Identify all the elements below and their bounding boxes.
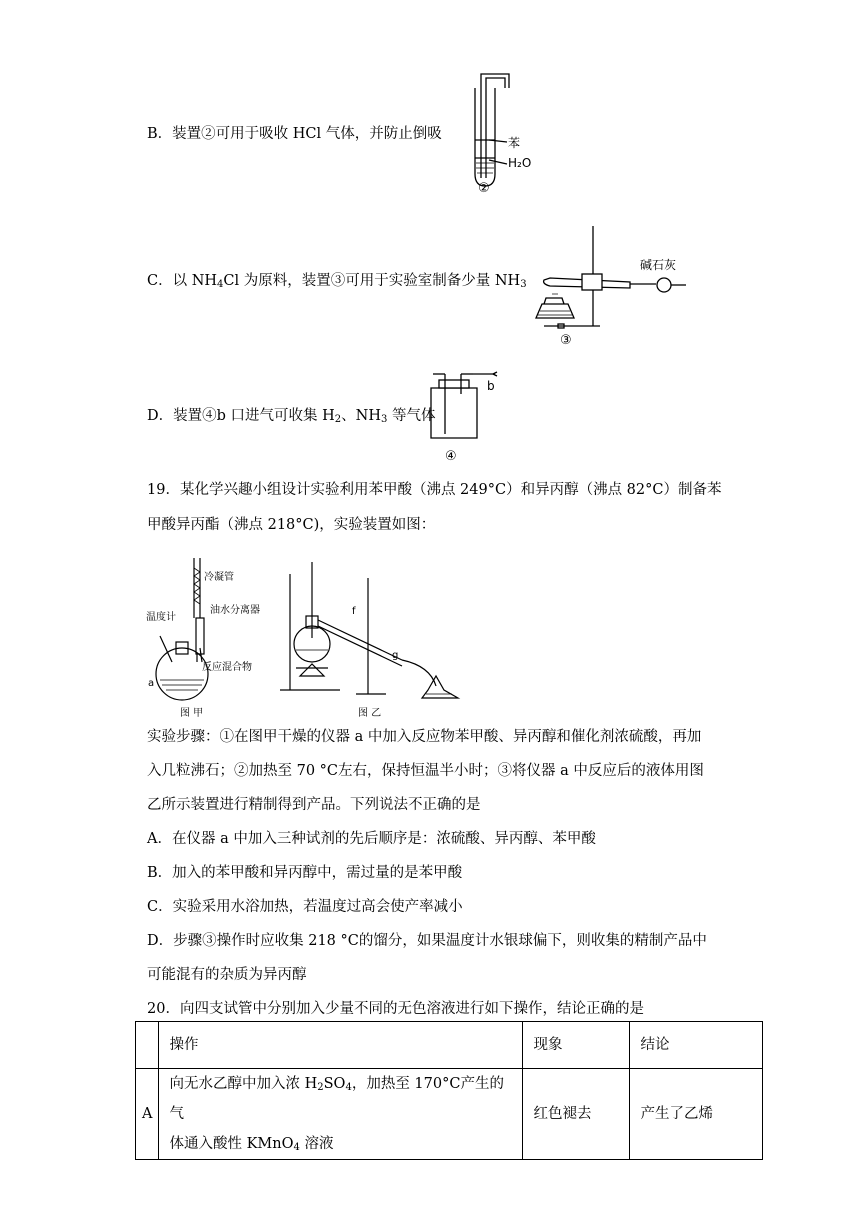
q19-option-d-line1: D．步骤③操作时应收集 218 °C的馏分，如果温度计水银球偏下，则收集的精制产品中 (147, 933, 707, 949)
label-a: a (148, 678, 155, 689)
label-benzene: 苯 (508, 136, 521, 150)
row-conclusion: 产生了乙烯 (630, 1069, 763, 1160)
label-condenser: 冷凝管 (204, 572, 234, 583)
option-d-prev: D．装置④b 口进气可收集 $H_2$、$NH_3$ 等气体 (147, 408, 436, 425)
label-f: f (352, 606, 356, 617)
q19-steps-line3: 乙所示装置进行精制得到产品。下列说法不正确的是 (147, 797, 481, 813)
row-label: A (136, 1069, 159, 1160)
caption-fig-jia: 图 甲 (180, 708, 204, 719)
table-row (136, 1069, 763, 1160)
q19-steps-line1: 实验步骤：①在图甲干燥的仪器 a 中加入反应物苯甲酸、异丙醇和催化剂浓硫酸，再加 (147, 729, 702, 745)
label-water: H₂O (508, 156, 532, 170)
figure-2-number: ② (478, 181, 490, 196)
q19-option-b: B．加入的苯甲酸和异丙醇中，需过量的是苯甲酸 (147, 865, 463, 881)
figure-3-number: ③ (560, 333, 572, 348)
figure-4-gas-bottle (425, 370, 525, 468)
label-reaction-mixture: 反应混合物 (202, 662, 252, 673)
figure-19-apparatus (140, 548, 480, 720)
q19-option-c: C．实验采用水浴加热，若温度过高会使产率减小 (147, 899, 463, 915)
q19-stem-line2: 甲酸异丙酯（沸点 218°C)，实验装置如图： (147, 517, 436, 533)
label-thermometer: 温度计 (146, 612, 176, 623)
q19-option-d-line2: 可能混有的杂质为异丙醇 (147, 967, 307, 983)
row-phenomenon: 红色褪去 (523, 1069, 630, 1160)
label-separator: 油水分离器 (210, 605, 260, 616)
figure-3-ammonia-apparatus (530, 222, 700, 350)
header-operation: 操作 (159, 1022, 523, 1069)
header-conclusion: 结论 (630, 1022, 763, 1069)
label-soda-lime: 碱石灰 (640, 258, 677, 272)
q20-table (135, 1021, 763, 1160)
caption-fig-yi: 图 乙 (358, 708, 382, 719)
table-header-row (136, 1022, 763, 1069)
figure-2-test-tube (445, 68, 535, 196)
header-blank (136, 1022, 159, 1069)
q19-steps-line2: 入几粒沸石；②加热至 70 °C左右，保持恒温半小时；③将仪器 a 中反应后的液体用图 (147, 763, 704, 779)
header-phenomenon: 现象 (523, 1022, 630, 1069)
option-c-prev: C．以 $NH_4Cl$ 为原料，装置③可用于实验室制备少量 $NH_3$ (147, 273, 527, 290)
label-g: g (392, 650, 399, 661)
q20-stem: 20．向四支试管中分别加入少量不同的无色溶液进行如下操作，结论正确的是 (147, 1001, 644, 1017)
option-b-prev: B．装置②可用于吸收 HCl 气体，并防止倒吸 (147, 126, 442, 142)
q19-option-a: A．在仪器 a 中加入三种试剂的先后顺序是：浓硫酸、异丙醇、苯甲酸 (147, 831, 596, 847)
row-operation: 向无水乙醇中加入浓 $H_2SO_4$，加热至 170°C产生的气 体通入酸性 KMnO$_4$ 溶液 (159, 1069, 523, 1160)
figure-4-number: ④ (445, 449, 457, 464)
label-b: b (487, 379, 495, 393)
q19-stem-line1: 19．某化学兴趣小组设计实验利用苯甲酸（沸点 249°C）和异丙醇（沸点 82°C）制备苯 (147, 482, 722, 498)
